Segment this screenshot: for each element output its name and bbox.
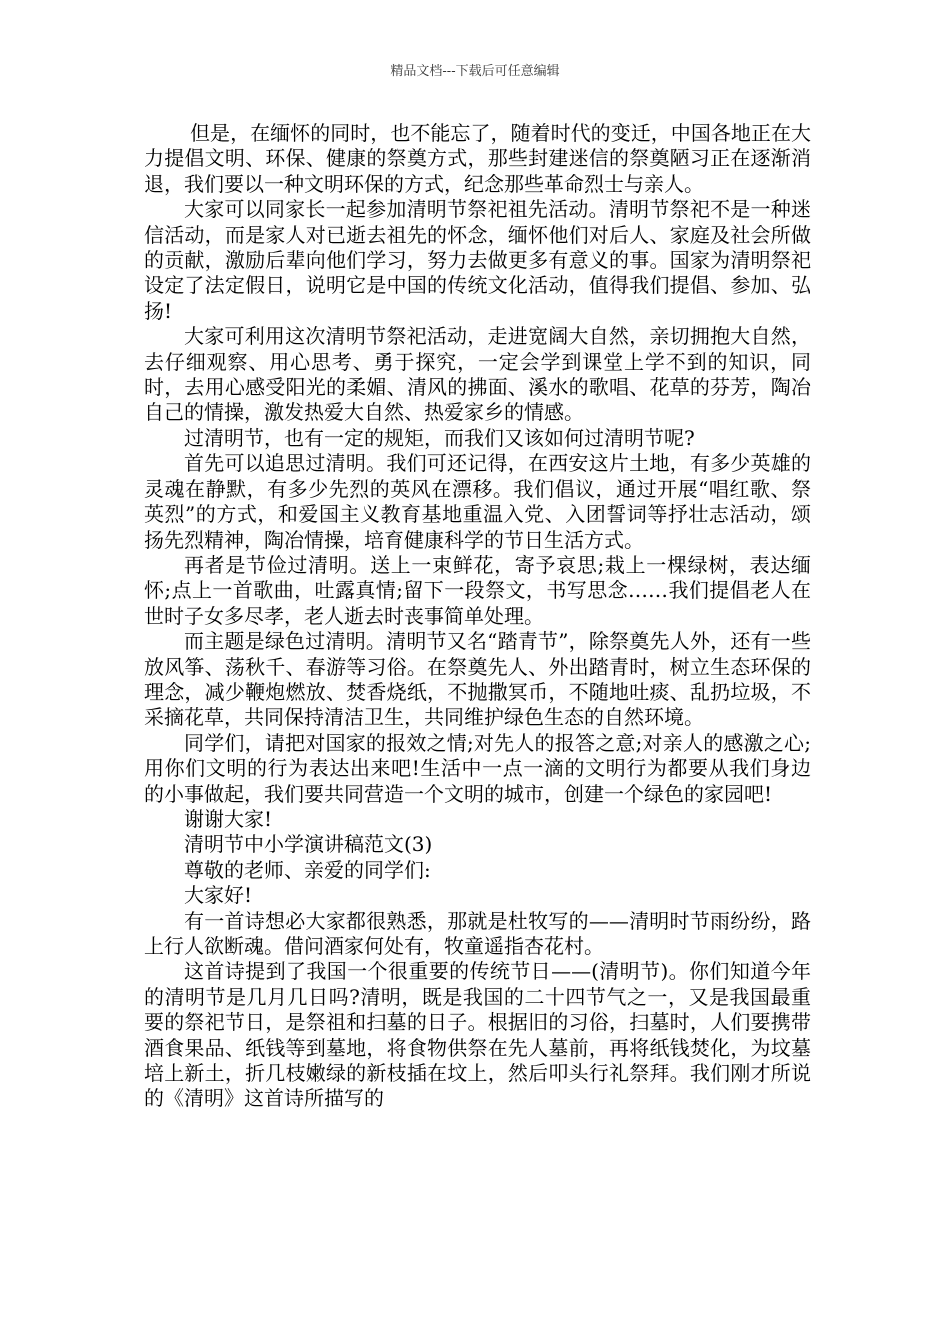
paragraph-7: 而主题是绿色过清明。清明节又名“踏青节”，除祭奠先人外，还有一些放风筝、荡秋千、春游等习俗。在祭奠先人、外出踏青时，树立生态环保的理念，减少鞭炮燃放、焚香烧纸，不抛撒冥币，不随地吐痰、乱扔垃圾，不采摘花草，共同保持清洁卫生，共同维护绿色生态的自然环境。 <box>144 629 811 730</box>
document-body <box>144 121 811 1112</box>
paragraph-13: 有一首诗想必大家都很熟悉，那就是杜牧写的——清明时节雨纷纷，路上行人欲断魂。借问酒家何处有，牧童遥指杏花村。 <box>144 908 811 958</box>
paragraph-14: 这首诗提到了我国一个很重要的传统节日——(清明节)。你们知道今年的清明节是几月几日吗?清明，既是我国的二十四节气之一，又是我国最重要的祭祀节日，是祭祖和扫墓的日子。根据旧的习俗，扫墓时，人们要携带酒食果品、纸钱等到墓地，将食物供祭在先人墓前，再将纸钱焚化，为坟墓培上新土，折几枝嫩绿的新枝插在坟上，然后叩头行礼祭拜。我们刚才所说的《清明》这首诗所描写的 <box>144 959 811 1111</box>
paragraph-4: 过清明节，也有一定的规矩，而我们又该如何过清明节呢? <box>184 425 695 450</box>
page-header: 精品文档---下载后可任意编辑 <box>390 64 560 79</box>
paragraph-8: 同学们，请把对国家的报效之情;对先人的报答之意;对亲人的感激之心;用你们文明的行为表达出来吧!生活中一点一滴的文明行为都要从我们身边的小事做起，我们要共同营造一个文明的城市，创建一个绿色的家园吧! <box>144 730 811 806</box>
section-title: 清明节中小学演讲稿范文(3) <box>184 832 433 857</box>
paragraph-1: 但是，在缅怀的同时，也不能忘了，随着时代的变迁，中国各地正在大力提倡文明、环保、健康的祭奠方式，那些封建迷信的祭奠陋习正在逐渐消退，我们要以一种文明环保的方式，纪念那些革命烈士与亲人。 <box>144 121 811 196</box>
paragraph-6: 再者是节俭过清明。送上一束鲜花，寄予哀思;栽上一棵绿树，表达缅怀;点上一首歌曲，吐露真情;留下一段祭文，书写思念……我们提倡老人在世时子女多尽孝，老人逝去时丧事简单处理。 <box>144 552 811 628</box>
greeting: 大家好! <box>184 883 253 908</box>
salutation: 尊敬的老师、亲爱的同学们: <box>184 857 431 882</box>
paragraph-3: 大家可利用这次清明节祭祀活动，走进宽阔大自然，亲切拥抱大自然，去仔细观察、用心思考、勇于探究，一定会学到课堂上学不到的知识，同时，去用心感受阳光的柔媚、清风的拂面、溪水的歌唱、花草的芬芳，陶冶自己的情操，激发热爱大自然、热爱家乡的情感。 <box>144 324 811 425</box>
closing-thanks: 谢谢大家! <box>184 806 273 831</box>
paragraph-2: 大家可以同家长一起参加清明节祭祀祖先活动。清明节祭祀不是一种迷信活动，而是家人对已逝去祖先的怀念，缅怀他们对后人、家庭及社会所做的贡献，激励后辈向他们学习，努力去做更多有意义的事。国家为清明祭祀设定了法定假日，说明它是中国的传统文化活动，值得我们提倡、参加、弘扬! <box>144 197 811 323</box>
paragraph-5: 首先可以追思过清明。我们可还记得，在西安这片土地，有多少英雄的灵魂在静默，有多少先烈的英风在漂移。我们倡议，通过开展“唱红歌、祭英烈”的方式，和爱国主义教育基地重温入党、入团誓词等抒壮志活动，颂扬先烈精神，陶冶情操，培育健康科学的节日生活方式。 <box>144 451 811 552</box>
